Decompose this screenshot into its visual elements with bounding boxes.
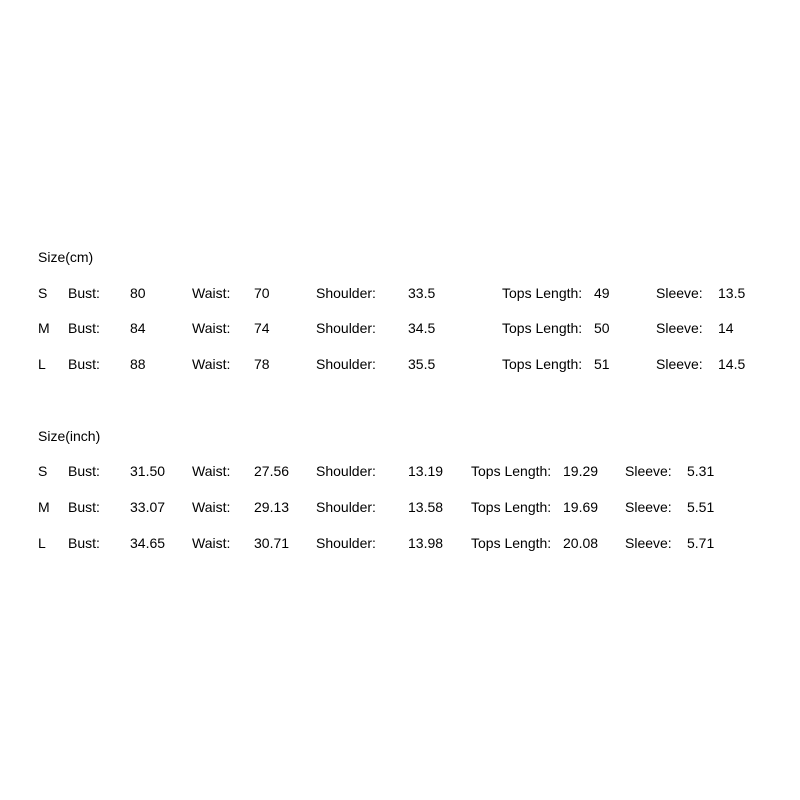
shoulder-label: Shoulder: — [316, 285, 376, 301]
sleeve-label: Sleeve: — [656, 320, 703, 336]
waist-value: 70 — [254, 285, 270, 301]
sleeve-label: Sleeve: — [656, 356, 703, 372]
bust-value: 84 — [130, 320, 146, 336]
shoulder-label: Shoulder: — [316, 463, 376, 479]
waist-value: 29.13 — [254, 499, 290, 515]
size-row-cm-m — [0, 320, 800, 336]
shoulder-label: Shoulder: — [316, 356, 376, 372]
bust-label: Bust: — [68, 356, 100, 372]
bust-value: 88 — [130, 356, 146, 372]
tops-length-value: 19.69 — [563, 499, 599, 515]
size-row-inch-m — [0, 499, 800, 515]
shoulder-value: 13.19 — [408, 463, 444, 479]
sleeve-label: Sleeve: — [625, 535, 672, 551]
bust-value: 31.50 — [130, 463, 166, 479]
tops-length-label: Tops Length: — [471, 463, 552, 479]
waist-label: Waist: — [192, 285, 231, 301]
bust-label: Bust: — [68, 320, 100, 336]
size-label: M — [38, 499, 50, 515]
size-inch-heading: Size(inch) — [38, 428, 101, 444]
shoulder-value: 33.5 — [408, 285, 436, 301]
waist-label: Waist: — [192, 320, 231, 336]
waist-label: Waist: — [192, 535, 231, 551]
waist-value: 78 — [254, 356, 270, 372]
size-label: M — [38, 320, 50, 336]
waist-value: 30.71 — [254, 535, 290, 551]
sleeve-value: 5.71 — [687, 535, 715, 551]
size-row-cm-s — [0, 285, 800, 301]
shoulder-label: Shoulder: — [316, 320, 376, 336]
bust-label: Bust: — [68, 535, 100, 551]
size-row-cm-l — [0, 356, 800, 372]
tops-length-label: Tops Length: — [502, 320, 583, 336]
sleeve-value: 13.5 — [718, 285, 746, 301]
waist-label: Waist: — [192, 499, 231, 515]
sleeve-label: Sleeve: — [656, 285, 703, 301]
waist-label: Waist: — [192, 356, 231, 372]
sleeve-value: 5.51 — [687, 499, 715, 515]
shoulder-value: 13.58 — [408, 499, 444, 515]
size-label: L — [38, 535, 46, 551]
size-row-inch-l — [0, 535, 800, 551]
sleeve-label: Sleeve: — [625, 499, 672, 515]
sleeve-label: Sleeve: — [625, 463, 672, 479]
size-label: L — [38, 356, 46, 372]
tops-length-value: 51 — [594, 356, 610, 372]
size-row-inch-s — [0, 463, 800, 479]
tops-length-label: Tops Length: — [471, 535, 552, 551]
sleeve-value: 14.5 — [718, 356, 746, 372]
waist-value: 27.56 — [254, 463, 290, 479]
bust-value: 33.07 — [130, 499, 166, 515]
size-label: S — [38, 285, 48, 301]
tops-length-label: Tops Length: — [502, 356, 583, 372]
tops-length-value: 50 — [594, 320, 610, 336]
bust-value: 80 — [130, 285, 146, 301]
tops-length-value: 49 — [594, 285, 610, 301]
bust-label: Bust: — [68, 285, 100, 301]
bust-label: Bust: — [68, 499, 100, 515]
shoulder-value: 35.5 — [408, 356, 436, 372]
shoulder-value: 13.98 — [408, 535, 444, 551]
shoulder-value: 34.5 — [408, 320, 436, 336]
size-cm-heading: Size(cm) — [38, 249, 94, 265]
waist-label: Waist: — [192, 463, 231, 479]
bust-value: 34.65 — [130, 535, 166, 551]
tops-length-label: Tops Length: — [471, 499, 552, 515]
bust-label: Bust: — [68, 463, 100, 479]
tops-length-value: 19.29 — [563, 463, 599, 479]
tops-length-value: 20.08 — [563, 535, 599, 551]
sleeve-value: 5.31 — [687, 463, 715, 479]
size-label: S — [38, 463, 48, 479]
tops-length-label: Tops Length: — [502, 285, 583, 301]
waist-value: 74 — [254, 320, 270, 336]
sleeve-value: 14 — [718, 320, 734, 336]
shoulder-label: Shoulder: — [316, 535, 376, 551]
shoulder-label: Shoulder: — [316, 499, 376, 515]
